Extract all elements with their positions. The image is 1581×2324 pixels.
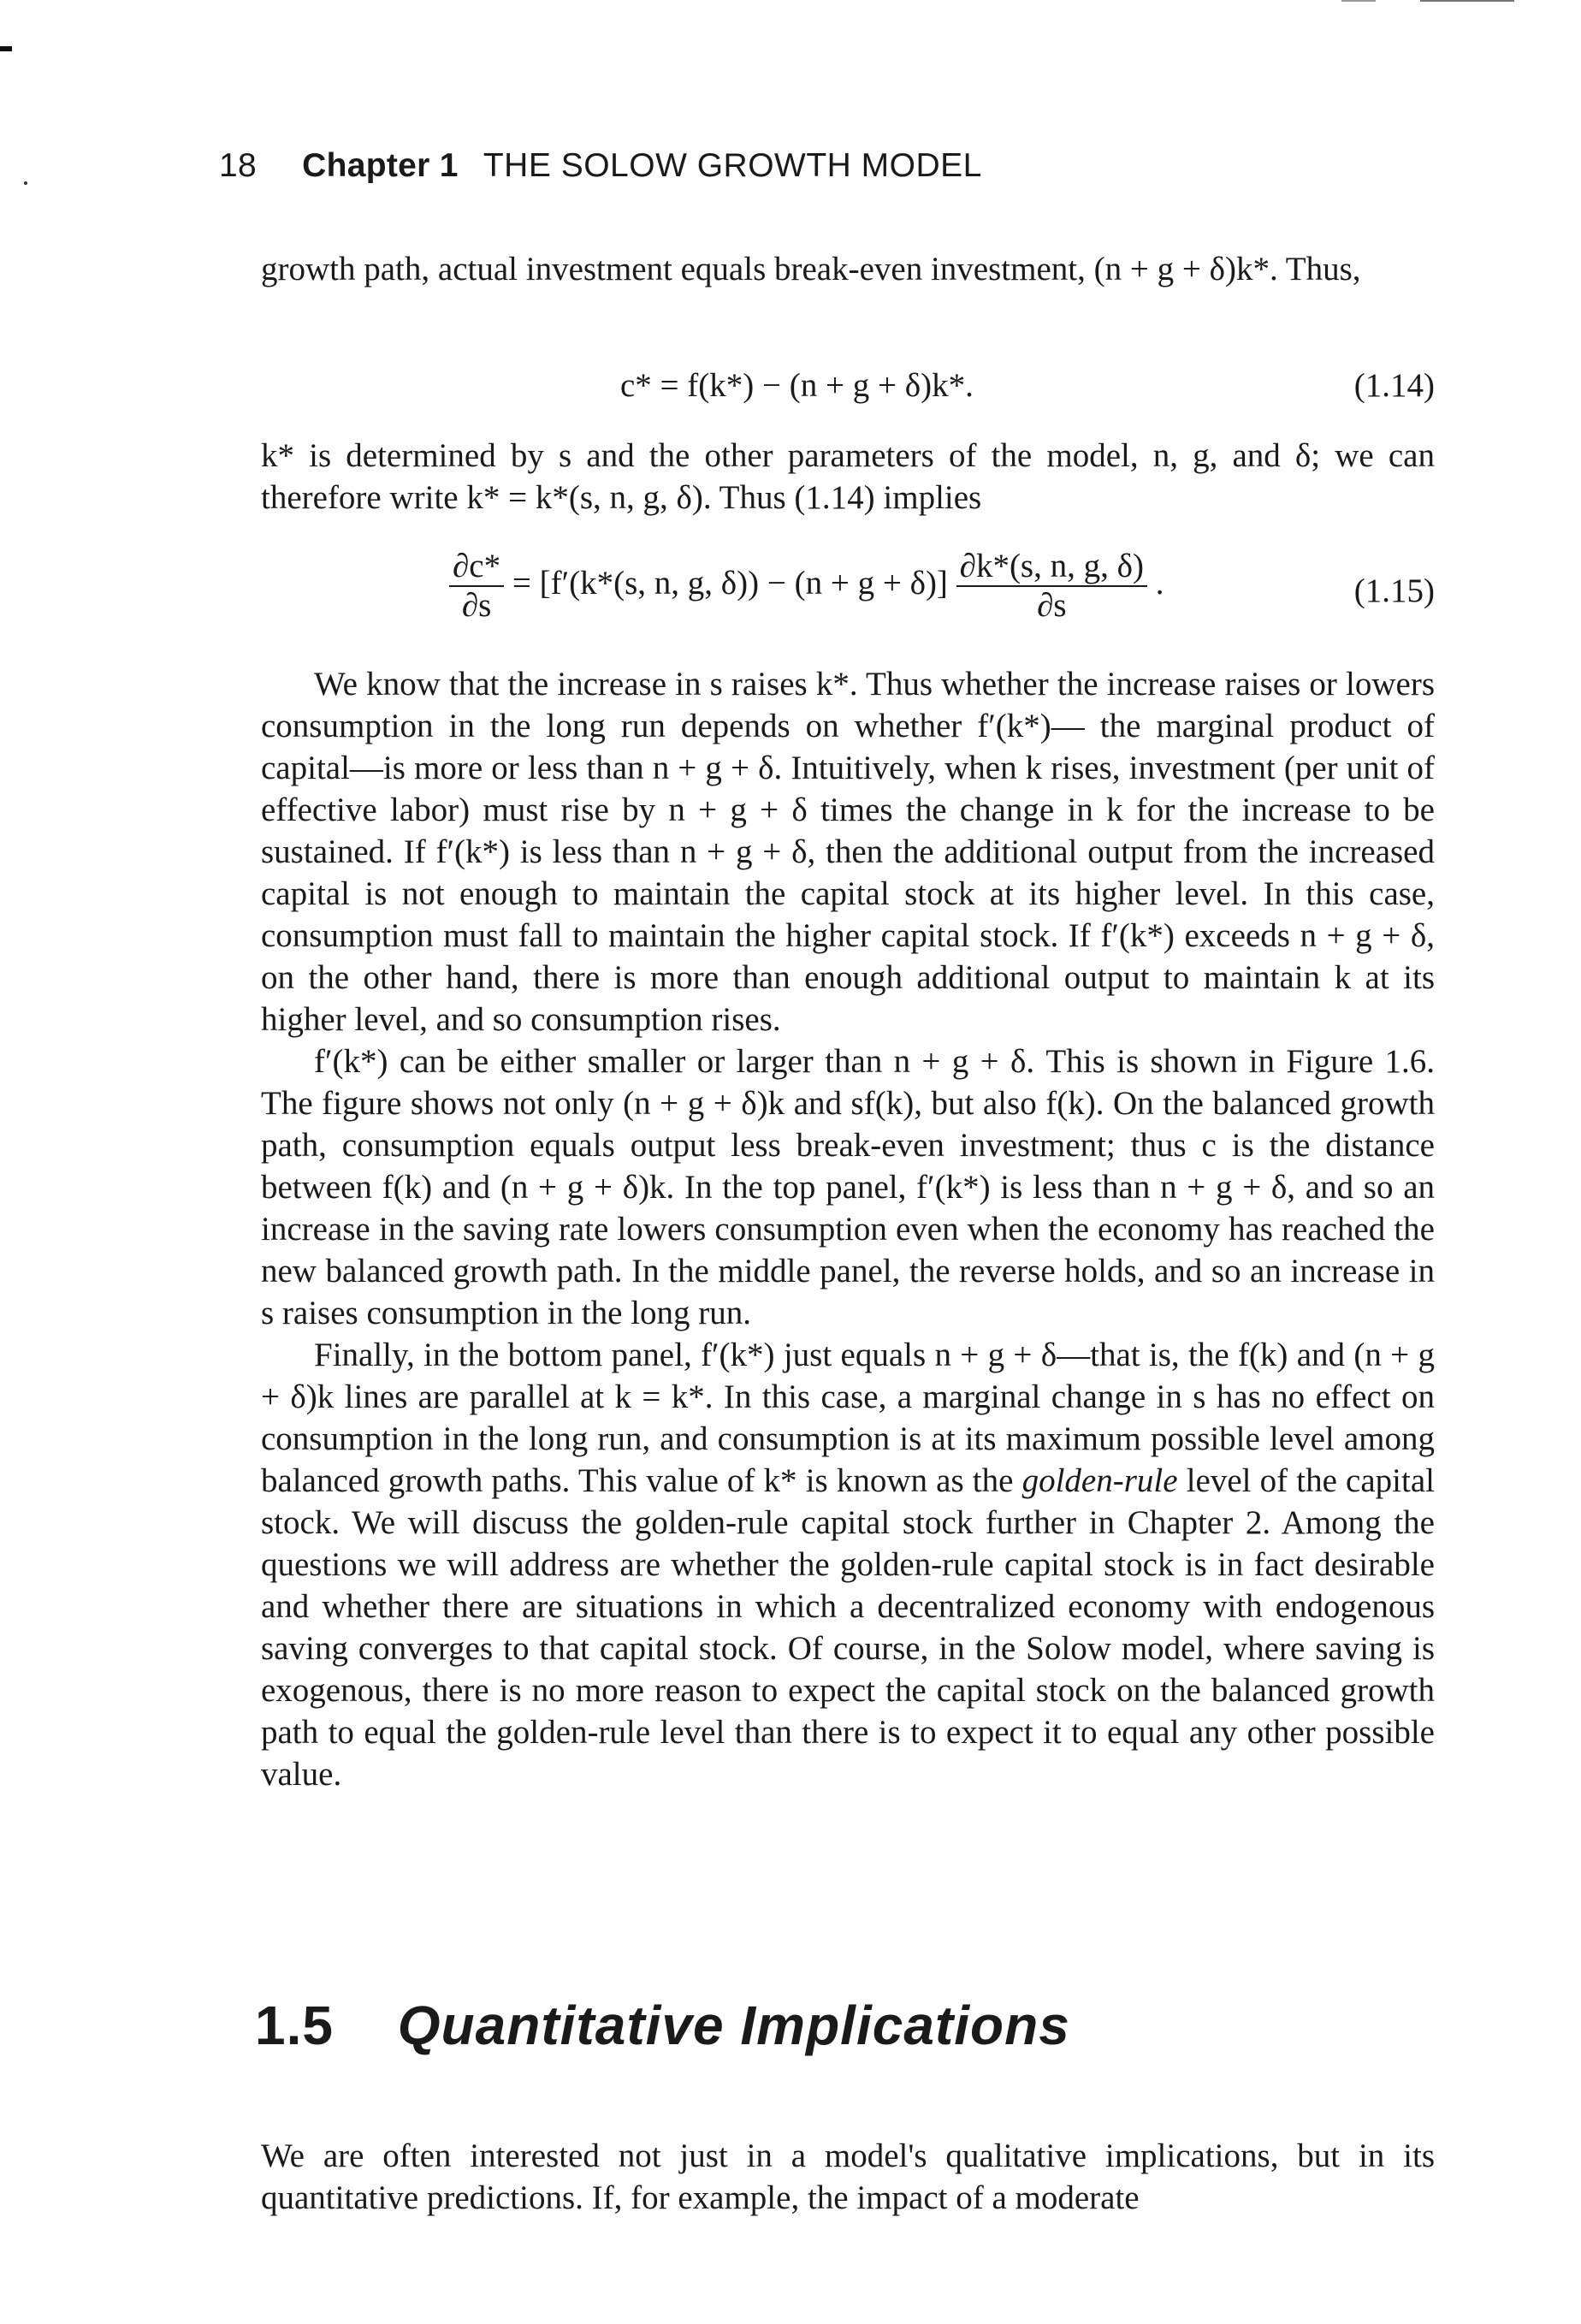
paragraph-2: k* is determined by s and the other parameters of the model, n, g, and δ; we can therefore write k* = k*(s, n, g, δ). Thus (1.14) implies [261, 437, 1435, 516]
paragraph-1: growth path, actual investment equals break-even investment, (n + g + δ)k*. Thus, [261, 251, 1361, 288]
scan-edge-mark [0, 46, 12, 51]
paragraph-4: f′(k*) can be either smaller or larger than n + g + δ. This is shown in Figure 1.6. The figure shows not only (n + g + δ)k and sf(k), but also f(k). On the balanced growth path, consumption equals output less break-even investment; thus c is the distance between f(k) and (n + g + δ)k. In the top panel, f′(k*) is less than n + g + δ, and so an increase in the saving rate lowers consumption even when the economy has reached the new balanced growth path. In the middle panel, the reverse holds, and so an increase in s raises consumption in the long run. [261, 1043, 1435, 1331]
equation-1-14-number: (1.14) [1353, 367, 1435, 404]
equation-1-14-expression: c* = f(k*) − (n + g + δ)k*. [620, 367, 974, 404]
chapter-label: Chapter 1 [302, 147, 459, 184]
paragraph-3: We know that the increase in s raises k*. Thus whether the increase raises or lowers consumption in the long run depends on whether f′(k*)— the marginal product of capital—is more or less than n + g + δ. Intuitively, when k rises, investment (per unit of effective labor) must rise by n + g + δ times the change in k for the increase to be sustained. If f′(k*) is less than n + g + δ, then the additional output from the increased capital is not enough to maintain the capital stock at its higher level. In this case, consumption must fall to maintain the higher capital stock. If f′(k*) exceeds n + g + δ, on the other hand, there is more than enough additional output to maintain k at its higher level, and so consumption rises. [261, 666, 1435, 1038]
fraction-dc-ds: $\frac{\partial c*}{\partial s}$ [449, 548, 504, 625]
equation-1-15-middle: = [f′(k*(s, n, g, δ)) − (n + g + δ)] [512, 564, 948, 602]
paragraph-6: We are often interested not just in a model's qualitative implications, but in its quantitative predictions. If, for example, the impact of a moderate [261, 2137, 1435, 2216]
page-number: 18 [219, 147, 257, 184]
section-heading [255, 1994, 1070, 2057]
equation-1-14 [261, 365, 1435, 406]
section-number: 1.5 [255, 1995, 334, 2056]
scan-top-mark [1420, 0, 1514, 2]
golden-rule-term: golden-rule [1021, 1462, 1178, 1499]
body-text [261, 663, 1435, 1795]
chapter-title: THE SOLOW GROWTH MODEL [483, 147, 982, 184]
paragraph-5: Finally, in the bottom panel, f′(k*) just equals n + g + δ—that is, the f(k) and (n + g + δ)k lines are parallel at k = k*. In this case, a marginal change in s has no effect on consumption in the long run, and consumption is at its maximum possible level among balanced growth paths. This value of k* is known as the golden-rule level of the capital stock. We will discuss the golden-rule capital stock further in Chapter 2. Among the questions we will address are whether the golden-rule capital stock is in fact desirable and whether there are situations in which a decentralized economy with endogenous saving converges to that capital stock. Of course, in the Solow model, where saving is exogenous, there is no more reason to expect the capital stock on the balanced growth path to equal the golden-rule level than there is to expect it to equal any other possible value. [261, 1337, 1435, 1793]
equation-1-15 [261, 548, 1435, 633]
scan-dot-mark [24, 181, 27, 185]
fraction-dk-ds: $\frac{\partial k*(s, n, g, \delta)}{\partial s}$ [956, 548, 1147, 625]
section-title: Quantitative Implications [397, 1995, 1070, 2056]
equation-1-15-expression: $\frac{\partial c*}{\partial s}$ = [f′(k*(s, n, g, δ)) − (n + g + δ)] $\frac{\partial k*(s, n, g, \delta)}{\partial s}$ . [449, 548, 1164, 625]
equation-1-15-number: (1.15) [1353, 572, 1435, 609]
running-header [219, 147, 982, 185]
scan-top-mark-2 [1341, 0, 1376, 2]
